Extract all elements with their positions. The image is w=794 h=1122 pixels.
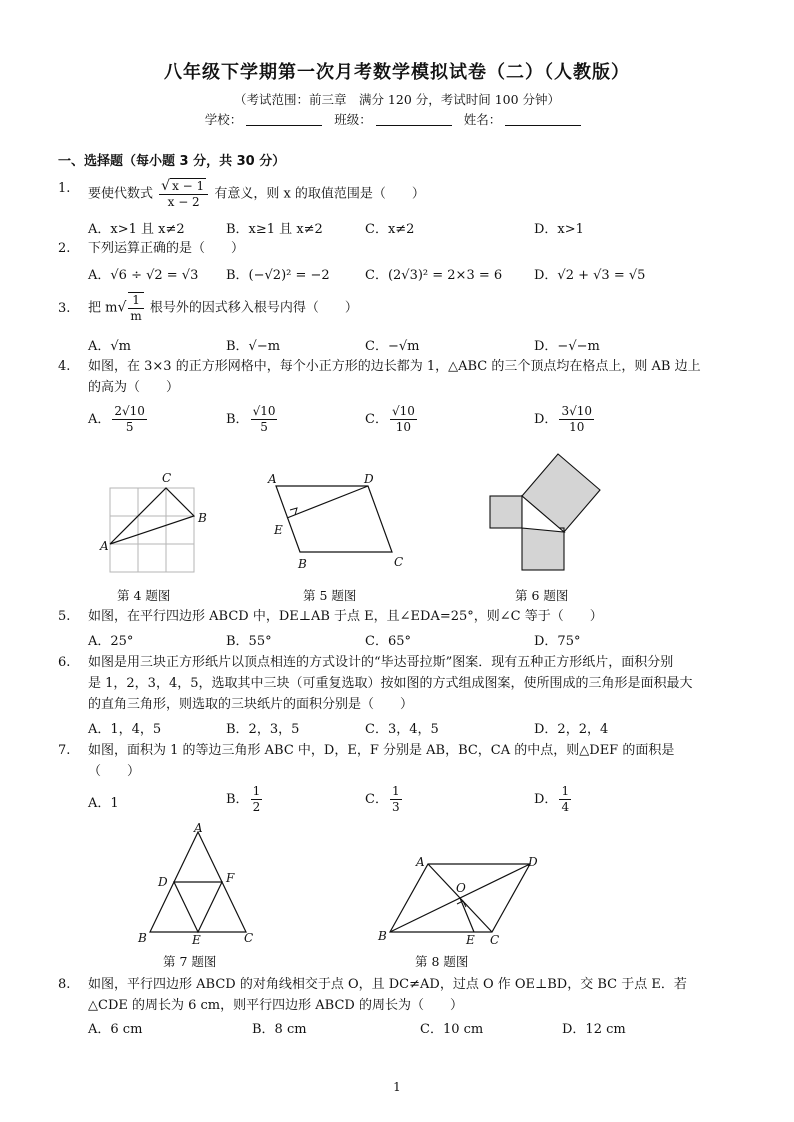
figure-5-caption: 第 5 题图 — [303, 588, 357, 603]
exam-subtitle: （考试范围：前三章 满分 120 分，考试时间 100 分钟） — [233, 92, 561, 107]
vertex-label: B — [298, 557, 307, 571]
q1-frac-num: x − 1 — [172, 179, 205, 193]
figure-4-grid-triangle — [100, 468, 210, 580]
figure-7-equilateral-triangle — [136, 822, 266, 947]
q4-option-b[interactable] — [226, 404, 279, 435]
question-number: 4. — [58, 359, 71, 374]
vertex-label: A — [100, 539, 109, 553]
q6-option-d[interactable]: D．2，2，4 — [534, 722, 609, 737]
page-number: 1 — [393, 1080, 401, 1094]
q1-pre: 要使代数式 — [88, 186, 154, 202]
q1-option-a[interactable]: A．x>1 且 x≠2 — [88, 222, 185, 237]
q7-b-den: 2 — [252, 800, 261, 814]
q1-option-c[interactable]: C．x≠2 — [365, 222, 415, 237]
q7-option-c[interactable] — [365, 784, 404, 815]
q8-text-line2: △CDE 的周长为 6 cm，则平行四边形 ABCD 的周长为（ ） — [88, 998, 463, 1013]
vertex-label: E — [192, 933, 201, 947]
figure-8-parallelogram-diagonals — [374, 852, 544, 947]
q1-fraction: $\frac{√ x - 1}{x - 2}$ — [159, 178, 208, 210]
q5-text: 如图，在平行四边形 ABCD 中，DE⊥AB 于点 E，且∠EDA=25°，则∠C 等于（ ） — [88, 609, 603, 624]
q7-c-num: 1 — [391, 784, 400, 798]
q5-option-c[interactable]: C．65° — [365, 634, 411, 649]
school-label: 学校： — [204, 112, 243, 127]
q1-option-d[interactable]: D．x>1 — [534, 222, 584, 237]
school-blank — [246, 113, 322, 126]
q4-option-c[interactable] — [365, 404, 419, 435]
q3-option-a[interactable]: A．√m — [88, 339, 131, 354]
vertex-label: B — [378, 929, 387, 943]
option-label: D． — [534, 412, 558, 427]
q8-option-a[interactable]: A．6 cm — [88, 1022, 143, 1037]
option-label: B． — [226, 792, 249, 807]
class-blank — [376, 113, 452, 126]
question-number: 5. — [58, 609, 71, 624]
q3-option-c[interactable]: C．−√m — [365, 339, 420, 354]
vertex-label: D — [364, 472, 374, 486]
q3-frac-num: 1 — [128, 293, 143, 309]
question-number: 2. — [58, 241, 71, 256]
q2-text: 下列运算正确的是（ ） — [88, 241, 245, 256]
question-number: 3. — [58, 301, 71, 316]
q4-a-den: 5 — [125, 420, 134, 434]
q5-option-a[interactable]: A．25° — [88, 634, 134, 649]
question-number: 6. — [58, 655, 71, 670]
q6-text-line2: 是 1，2，3，4，5，选取其中三块（可重复选取）按如图的方式组成图案，使所围成的三角形是面积最大 — [88, 676, 693, 691]
q6-text-line1: 如图是用三块正方形纸片以顶点相连的方式设计的“毕达哥拉斯”图案．现有五种正方形纸片，面积分别 — [88, 655, 674, 670]
q4-c-den: 10 — [395, 420, 412, 434]
vertex-label: O — [456, 881, 466, 895]
q7-c-den: 3 — [391, 800, 400, 814]
vertex-label: D — [528, 855, 538, 869]
vertex-label: E — [466, 933, 475, 947]
q1-frac-den: x − 2 — [167, 195, 200, 209]
q3-post: 根号外的因式移入根号内得（ ） — [149, 300, 358, 316]
vertex-label: C — [162, 471, 172, 485]
vertex-label: B — [198, 511, 207, 525]
page-title: 八年级下学期第一次月考数学模拟试卷（二）（人教版） — [164, 62, 630, 83]
q1-option-b[interactable]: B．x≥1 且 x≠2 — [226, 222, 323, 237]
q2-option-c[interactable]: C．(2√3)² = 2×3 = 6 — [365, 268, 503, 283]
option-label: C． — [365, 412, 388, 427]
vertex-label: A — [268, 472, 277, 486]
q5-option-d[interactable]: D．75° — [534, 634, 581, 649]
q7-option-b[interactable] — [226, 784, 264, 815]
q4-a-num: 2√10 — [114, 404, 145, 418]
figure-4-caption: 第 4 题图 — [117, 588, 171, 603]
option-label: A． — [88, 412, 111, 427]
class-label: 班级： — [334, 112, 372, 127]
q8-text-line1: 如图，平行四边形 ABCD 的对角线相交于点 O，且 DC≠AD，过点 O 作 OE⊥BD，交 BC 于点 E．若 — [88, 977, 687, 992]
q2-option-b[interactable]: B．(−√2)² = −2 — [226, 268, 330, 283]
question-number: 8. — [58, 977, 71, 992]
q6-option-a[interactable]: A．1，4，5 — [88, 722, 162, 737]
section-title: 一、选择题（每小题 3 分，共 30 分） — [58, 154, 286, 169]
q2-option-d[interactable]: D．√2 + √3 = √5 — [534, 268, 646, 283]
vertex-label: A — [194, 821, 203, 835]
vertex-label: A — [416, 855, 425, 869]
q8-option-c[interactable]: C．10 cm — [420, 1022, 484, 1037]
q6-option-b[interactable]: B．2，3，5 — [226, 722, 300, 737]
q4-text-line1: 如图，在 3×3 的正方形网格中，每个小正方形的边长都为 1，△ABC 的三个顶点均在格点上，则 AB 边上 — [88, 359, 701, 374]
name-label: 姓名： — [463, 112, 502, 127]
q4-option-a[interactable] — [88, 404, 149, 435]
figure-5-parallelogram — [262, 468, 422, 573]
name-blank — [505, 113, 581, 126]
right-angle-mark — [457, 901, 466, 907]
q7-b-num: 1 — [252, 784, 261, 798]
option-label: D． — [534, 792, 558, 807]
q6-option-c[interactable]: C．3，4，5 — [365, 722, 439, 737]
q3-pre: 把 m — [88, 300, 118, 316]
figure-6-pythagoras-squares — [486, 450, 606, 575]
q7-text-line1: 如图，面积为 1 的等边三角形 ABC 中，D，E，F 分别是 AB，BC，CA 的中点，则△DEF 的面积是 — [88, 743, 675, 758]
q6-text-line3: 的直角三角形，则选取的三块纸片的面积分别是（ ） — [88, 697, 414, 712]
vertex-label: F — [226, 871, 235, 885]
vertex-label: D — [158, 875, 168, 889]
small-square — [490, 496, 522, 528]
option-label: B． — [226, 412, 249, 427]
figure-8-caption: 第 8 题图 — [415, 954, 469, 969]
vertex-label: C — [490, 933, 500, 947]
question-number: 1. — [58, 181, 71, 196]
question-number: 7. — [58, 743, 71, 758]
q8-option-d[interactable]: D．12 cm — [562, 1022, 626, 1037]
vertex-label: C — [244, 931, 254, 945]
q8-option-b[interactable]: B．8 cm — [252, 1022, 307, 1037]
q3-frac-den: m — [130, 309, 142, 323]
vertex-label: B — [138, 931, 147, 945]
q4-d-num: 3√10 — [561, 404, 592, 418]
triangle-def — [174, 882, 222, 932]
q4-option-d[interactable] — [534, 404, 596, 435]
segment-de — [287, 486, 368, 518]
q7-d-num: 1 — [561, 784, 570, 798]
option-label: C． — [365, 792, 388, 807]
q4-d-den: 10 — [569, 420, 585, 434]
q3-option-d[interactable]: D．−√−m — [534, 339, 600, 354]
q7-option-a[interactable]: A．1 — [88, 796, 119, 811]
q7-d-den: 4 — [561, 800, 570, 814]
figure-7-caption: 第 7 题图 — [163, 954, 217, 969]
q4-b-num: √10 — [252, 404, 276, 418]
q3-option-b[interactable]: B．√−m — [226, 339, 281, 354]
q4-b-den: 5 — [260, 420, 268, 434]
q4-c-num: √10 — [391, 404, 415, 418]
figure-6-caption: 第 6 题图 — [515, 588, 569, 603]
parallelogram-abcd — [276, 486, 392, 552]
q3-fraction — [128, 292, 143, 324]
q4-text-line2: 的高为（ ） — [88, 380, 180, 395]
q5-option-b[interactable]: B．55° — [226, 634, 272, 649]
q1-post: 有意义，则 x 的取值范围是（ ） — [214, 186, 425, 202]
vertex-label: E — [274, 523, 283, 537]
vertex-label: C — [394, 555, 404, 569]
segment-oe — [460, 898, 474, 932]
q2-option-a[interactable]: A．√6 ÷ √2 = √3 — [88, 268, 199, 283]
q7-option-d[interactable] — [534, 784, 573, 815]
medium-square — [522, 528, 564, 570]
student-info-line — [0, 110, 794, 128]
q7-text-line2: （ ） — [88, 764, 141, 779]
